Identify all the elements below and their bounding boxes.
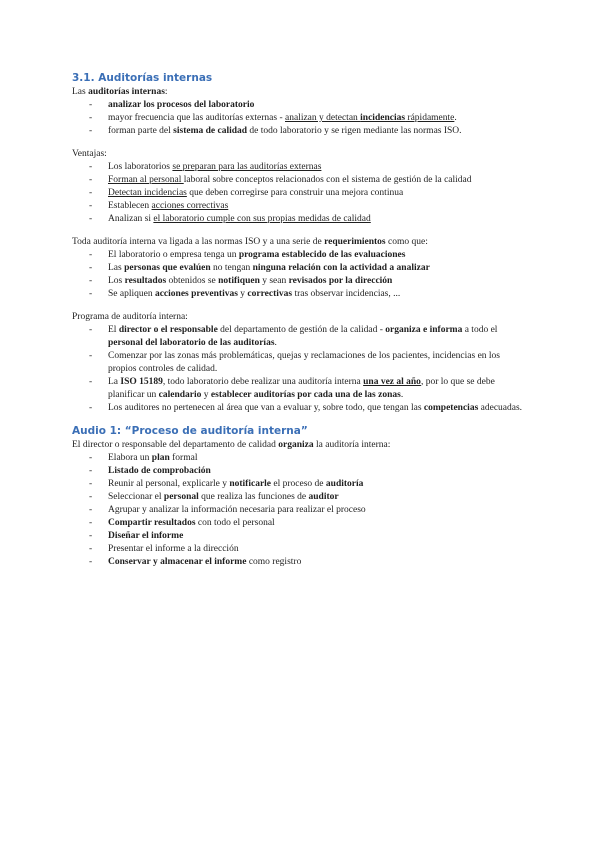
list-item: - Detectan incidencias que deben corregirse para construir una mejora continua [72,187,528,200]
list-item: - Elabora un plan formal [72,452,528,465]
intro-list [72,99,528,138]
ventajas-heading: Ventajas: [72,149,107,159]
list-item: - Los resultados obtenidos se notifiquen y sean revisados por la dirección [72,275,528,288]
list-item: - Diseñar el informe [72,530,528,543]
list-item: - Listado de comprobación [72,465,528,478]
audio-list [72,452,528,569]
list-item: - Agrupar y analizar la información necesaria para realizar el proceso [72,504,528,517]
list-item: - Compartir resultados con todo el personal [72,517,528,530]
list-item: - analizar los procesos del laboratorio [72,99,528,112]
list-item: - Conservar y almacenar el informe como registro [72,556,528,569]
list-item: - Analizan si el laboratorio cumple con sus propias medidas de calidad [72,213,528,226]
list-item: - Los laboratorios se preparan para las auditorías externas [72,161,528,174]
iso-list [72,249,528,301]
list-item: - Forman al personal laboral sobre conceptos relacionados con el sistema de gestión de la calidad [72,174,528,187]
list-item: - Se apliquen acciones preventivas y correctivas tras observar incidencias, ... [72,288,528,301]
list-item: - Comenzar por las zonas más problemáticas, quejas y reclamaciones de los pacientes, incidencias en los propios controles de calidad. [72,350,528,376]
document-page [72,72,528,569]
list-item: - mayor frecuencia que las auditorías externas - analizan y detectan incidencias rápidamente. [72,112,528,125]
list-item: - Presentar el informe a la dirección [72,543,528,556]
iso-intro: Toda auditoría interna va ligada a las normas ISO y a una serie de requerimientos como que: [72,237,428,247]
list-item: - Los auditores no pertenecen al área que van a evaluar y, sobre todo, que tengan las competencias adecuadas. [72,402,528,415]
audio-title: Audio 1: “Proceso de auditoría interna” [72,425,308,437]
list-item: - Establecen acciones correctivas [72,200,528,213]
list-item: - forman parte del sistema de calidad de todo laboratorio y se rigen mediante las normas ISO. [72,125,528,138]
list-item: - Seleccionar el personal que realiza las funciones de auditor [72,491,528,504]
intro-line: Las auditorías internas: [72,87,168,97]
programa-list [72,324,528,415]
audio-intro: El director o responsable del departamento de calidad organiza la auditoría interna: [72,440,391,450]
list-item: - Reunir al personal, explicarle y notificarle el proceso de auditoría [72,478,528,491]
ventajas-list [72,161,528,226]
list-item: - Las personas que evalúen no tengan ninguna relación con la actividad a analizar [72,262,528,275]
list-item: - La ISO 15189, todo laboratorio debe realizar una auditoría interna una vez al año, por lo que se debe planificar un calendario y establecer auditorías por cada una de las zonas. [72,376,528,402]
list-item: - El director o el responsable del departamento de gestión de la calidad - organiza e informa a todo el personal del laboratorio de las auditorías. [72,324,528,350]
section-title: 3.1. Auditorías internas [72,72,213,84]
list-item: - El laboratorio o empresa tenga un programa establecido de las evaluaciones [72,249,528,262]
programa-heading: Programa de auditoría interna: [72,312,188,322]
